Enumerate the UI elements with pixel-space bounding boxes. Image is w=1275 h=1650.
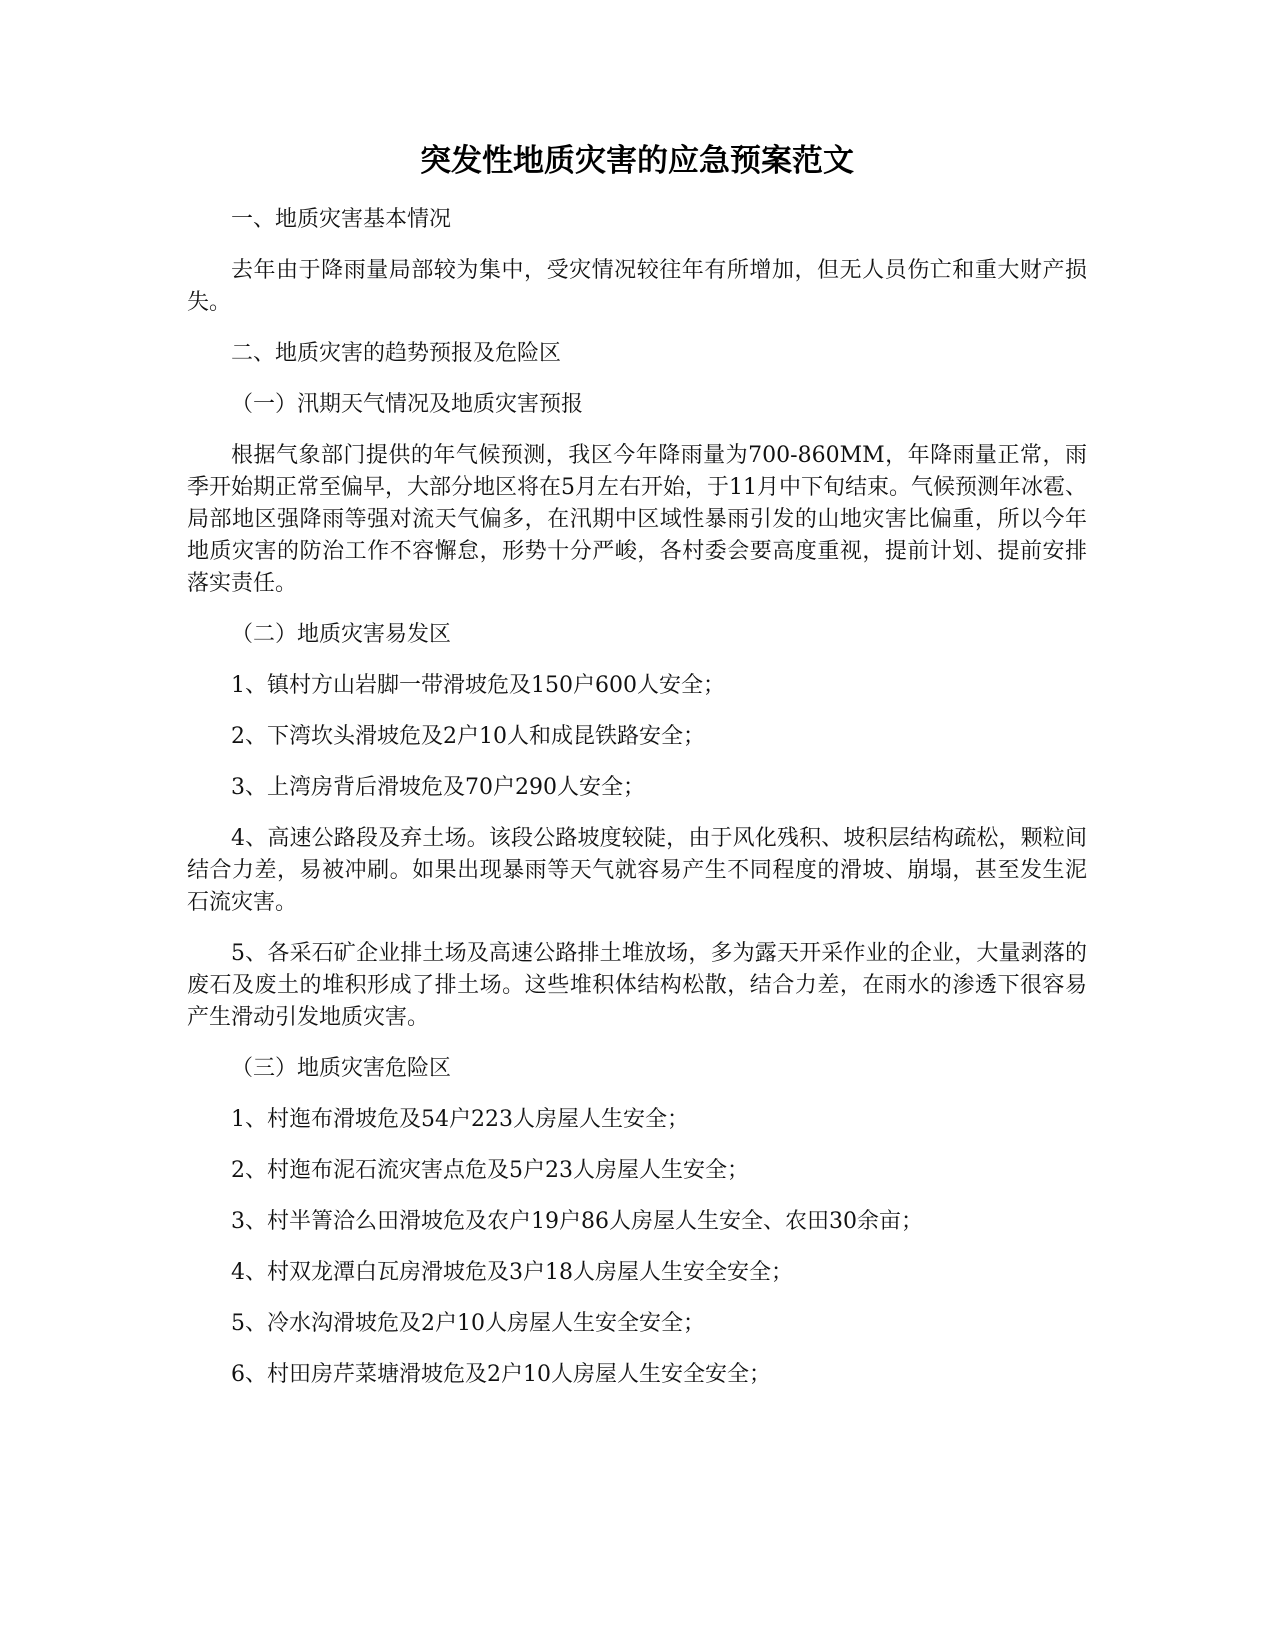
list-item-danger-zone: 6、村田房芹菜塘滑坡危及2户10人房屋人生安全安全； xyxy=(231,1362,771,1387)
list-item-prone-area: 1、镇村方山岩脚一带滑坡危及150户600人安全； xyxy=(231,673,725,698)
document-title: 突发性地质灾害的应急预案范文 xyxy=(420,143,854,179)
subsection-heading-weather-forecast: （一）汛期天气情况及地质灾害预报 xyxy=(231,392,584,417)
list-item-danger-zone: 1、村迤布滑坡危及54户223人房屋人生安全； xyxy=(231,1107,689,1132)
list-item-danger-zone: 5、冷水沟滑坡危及2户10人房屋人生安全安全； xyxy=(231,1311,705,1336)
list-item-danger-zone: 3、村半箐洽么田滑坡危及农户19户86人房屋人生安全、农田30余亩； xyxy=(231,1209,923,1234)
section-heading-basic-situation: 一、地质灾害基本情况 xyxy=(231,207,452,232)
list-item-prone-area: 2、下湾坎头滑坡危及2户10人和成昆铁路安全； xyxy=(231,724,705,749)
paragraph-last-year-summary: 去年由于降雨量局部较为集中，受灾情况较往年有所增加，但无人员伤亡和重大财产损失。 xyxy=(187,258,1087,315)
list-item-prone-area: 4、高速公路段及弃土场。该段公路坡度较陡，由于风化残积、坡积层结构疏松，颗粒间结合力差，易被冲刷。如果出现暴雨等天气就容易产生不同程度的滑坡、崩塌，甚至发生泥石流灾害。 xyxy=(187,826,1087,915)
list-item-danger-zone: 2、村迤布泥石流灾害点危及5户23人房屋人生安全； xyxy=(231,1158,749,1183)
paragraph-weather-forecast: 根据气象部门提供的年气候预测，我区今年降雨量为700-860MM，年降雨量正常，雨季开始期正常至偏早，大部分地区将在5月左右开始，于11月中下旬结束。气候预测年冰雹、局部地区强降雨等强对流天气偏多，在汛期中区域性暴雨引发的山地灾害比偏重，所以今年地质灾害的防治工作不容懈怠，形势十分严峻，各村委会要高度重视，提前计划、提前安排落实责任。 xyxy=(187,443,1087,596)
subsection-heading-prone-areas: （二）地质灾害易发区 xyxy=(231,622,452,647)
list-item-prone-area: 3、上湾房背后滑坡危及70户290人安全； xyxy=(231,775,645,800)
list-item-danger-zone: 4、村双龙潭白瓦房滑坡危及3户18人房屋人生安全安全； xyxy=(231,1260,793,1285)
list-item-prone-area: 5、各采石矿企业排土场及高速公路排土堆放场，多为露天开采作业的企业，大量剥落的废石及废土的堆积形成了排土场。这些堆积体结构松散，结合力差，在雨水的渗透下很容易产生滑动引发地质灾害。 xyxy=(187,941,1087,1030)
section-heading-trend-forecast: 二、地质灾害的趋势预报及危险区 xyxy=(231,341,562,366)
subsection-heading-danger-zones: （三）地质灾害危险区 xyxy=(231,1056,452,1081)
document-body xyxy=(187,138,1087,1410)
